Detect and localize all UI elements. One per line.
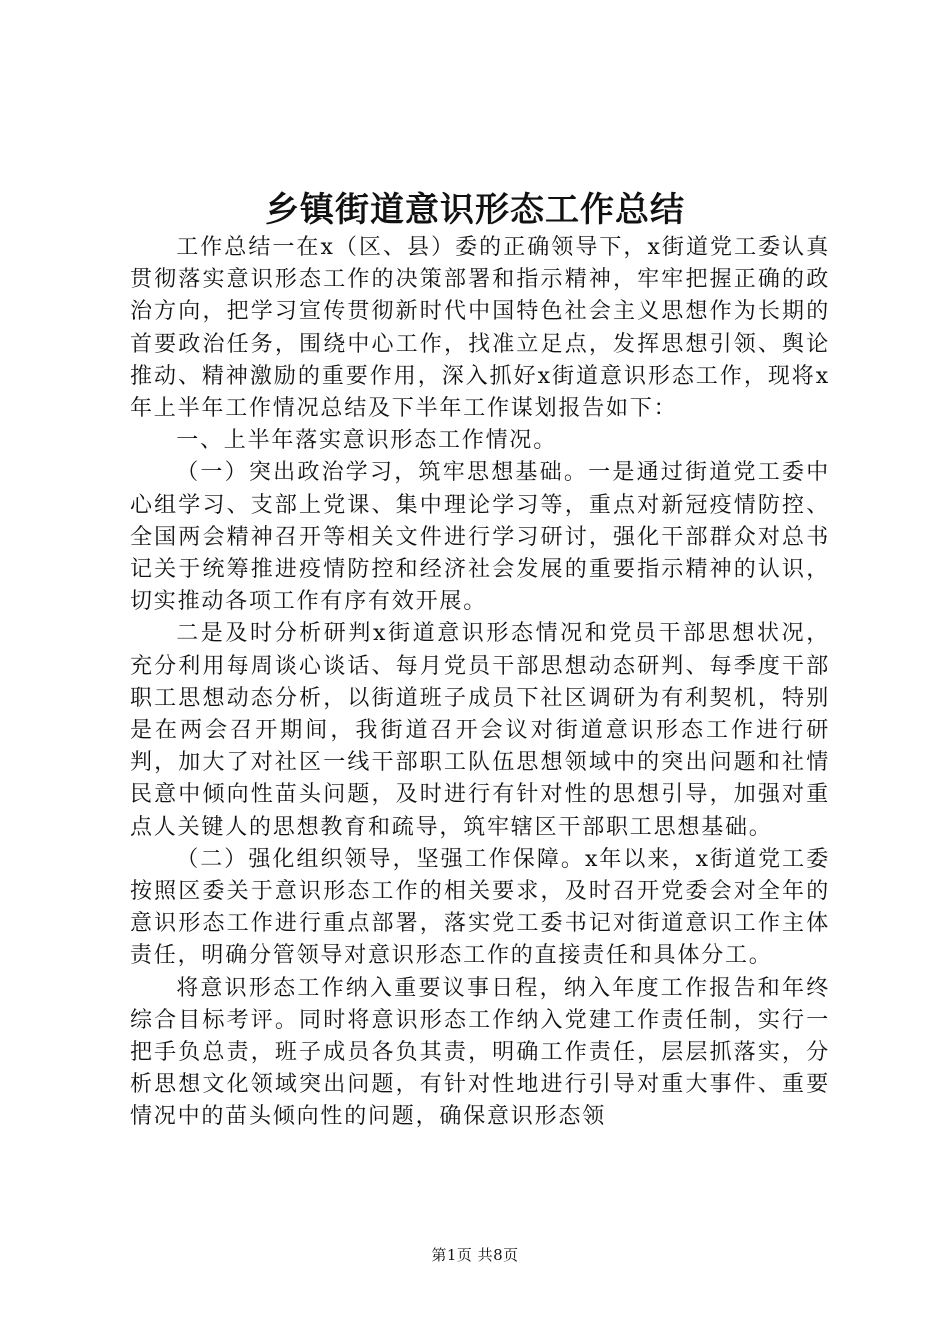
page-title: 乡镇街道意识形态工作总结 [265,190,685,230]
paragraph-intro: 工作总结一在x（区、县）委的正确领导下，x街道党工委认真贯彻落实意识形态工作的决策部署和指示精神，牢牢把握正确的政治方向，把学习宣传贯彻新时代中国特色社会主义思想作为长期的首要政治任务，围绕中心工作，找准立足点，发挥思想引领、舆论推动、精神激励的重要作用，深入抓好x街道意识形态工作，现将x年上半年工作情况总结及下半年工作谋划报告如下： [130,235,830,422]
document-body [130,232,830,1134]
paragraph-political-study: （一）突出政治学习，筑牢思想基础。一是通过街道党工委中心组学习、支部上党课、集中理论学习等，重点对新冠疫情防控、全国两会精神召开等相关文件进行学习研讨，强化干部群众对总书记关于统筹推进疫情防控和经济社会发展的重要指示精神的认识，切实推动各项工作有序有效开展。 [130,460,830,615]
page-number-footer: 第1页 共8页 [431,1246,519,1264]
paragraph-analysis: 二是及时分析研判x街道意识形态情况和党员干部思想状况，充分利用每周谈心谈话、每月党员干部思想动态研判、每季度干部职工思想动态分析，以街道班子成员下社区调研为有利契机，特别是在两会召开期间，我街道召开会议对街道意识形态工作进行研判，加大了对社区一线干部职工队伍思想领域中的突出问题和社情民意中倾向性苗头问题，及时进行有针对性的思想引导，加强对重点人关键人的思想教育和疏导，筑牢辖区干部职工思想基础。 [130,621,830,840]
paragraph-agenda: 将意识形态工作纳入重要议事日程，纳入年度工作报告和年终综合目标考评。同时将意识形态工作纳入党建工作责任制，实行一把手负总责，班子成员各负其责，明确工作责任，层层抓落实，分析思想文化领域突出问题，有针对性地进行引导对重大事件、重要情况中的苗头倾向性的问题，确保意识形态领 [130,975,830,1130]
section-heading: 一、上半年落实意识形态工作情况。 [176,428,557,454]
paragraph-organization: （二）强化组织领导，坚强工作保障。x年以来，x街道党工委按照区委关于意识形态工作的相关要求，及时召开党委会对全年的意识形态工作进行重点部署，落实党工委书记对街道意识工作主体责任，明确分管领导对意识形态工作的直接责任和具体分工。 [130,846,830,969]
